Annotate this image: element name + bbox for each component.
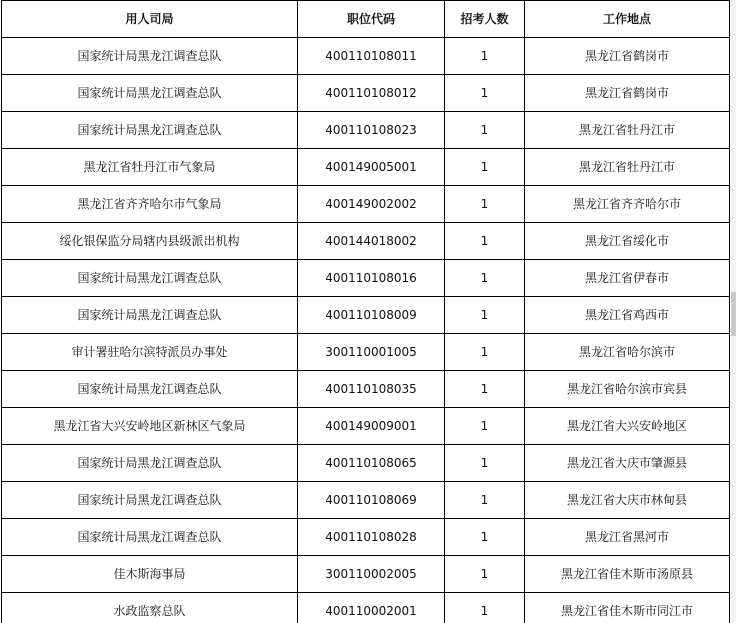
table-row — [2, 445, 730, 482]
positions-table — [1, 0, 730, 623]
cell-recruit-count: 1 — [445, 593, 525, 623]
cell-department: 国家统计局黑龙江调查总队 — [2, 445, 298, 482]
cell-recruit-count: 1 — [445, 260, 525, 297]
table-row — [2, 593, 730, 623]
cell-position-code: 400110108012 — [298, 75, 445, 112]
cell-position-code: 400149005001 — [298, 149, 445, 186]
cell-work-location: 黑龙江省大兴安岭地区 — [525, 408, 730, 445]
scrollbar-thumb[interactable] — [731, 292, 736, 336]
cell-position-code: 400110108035 — [298, 371, 445, 408]
header-position-code: 职位代码 — [298, 1, 445, 38]
cell-position-code: 400110002001 — [298, 593, 445, 623]
cell-department: 国家统计局黑龙江调查总队 — [2, 75, 298, 112]
header-recruit-count: 招考人数 — [445, 1, 525, 38]
cell-department: 黑龙江省牡丹江市气象局 — [2, 149, 298, 186]
cell-department: 国家统计局黑龙江调查总队 — [2, 482, 298, 519]
cell-work-location: 黑龙江省鹤岗市 — [525, 38, 730, 75]
cell-recruit-count: 1 — [445, 75, 525, 112]
table-row — [2, 519, 730, 556]
cell-work-location: 黑龙江省哈尔滨市宾县 — [525, 371, 730, 408]
cell-department: 黑龙江省大兴安岭地区新林区气象局 — [2, 408, 298, 445]
cell-department: 国家统计局黑龙江调查总队 — [2, 297, 298, 334]
table-row — [2, 482, 730, 519]
cell-recruit-count: 1 — [445, 149, 525, 186]
table-row — [2, 186, 730, 223]
cell-recruit-count: 1 — [445, 112, 525, 149]
cell-department: 水政监察总队 — [2, 593, 298, 623]
cell-work-location: 黑龙江省佳木斯市同江市 — [525, 593, 730, 623]
table-header-row — [2, 1, 730, 38]
table-row — [2, 556, 730, 593]
cell-department: 审计署驻哈尔滨特派员办事处 — [2, 334, 298, 371]
table-row — [2, 149, 730, 186]
table-row — [2, 297, 730, 334]
cell-position-code: 300110002005 — [298, 556, 445, 593]
cell-position-code: 400149002002 — [298, 186, 445, 223]
cell-work-location: 黑龙江省绥化市 — [525, 223, 730, 260]
cell-recruit-count: 1 — [445, 223, 525, 260]
cell-recruit-count: 1 — [445, 297, 525, 334]
table-row — [2, 371, 730, 408]
cell-work-location: 黑龙江省黑河市 — [525, 519, 730, 556]
cell-recruit-count: 1 — [445, 445, 525, 482]
cell-recruit-count: 1 — [445, 556, 525, 593]
cell-work-location: 黑龙江省大庆市林甸县 — [525, 482, 730, 519]
cell-recruit-count: 1 — [445, 519, 525, 556]
table-row — [2, 38, 730, 75]
cell-position-code: 400110108028 — [298, 519, 445, 556]
cell-work-location: 黑龙江省佳木斯市汤原县 — [525, 556, 730, 593]
cell-department: 佳木斯海事局 — [2, 556, 298, 593]
cell-work-location: 黑龙江省鸡西市 — [525, 297, 730, 334]
cell-position-code: 400110108009 — [298, 297, 445, 334]
cell-department: 绥化银保监分局辖内县级派出机构 — [2, 223, 298, 260]
table-row — [2, 408, 730, 445]
cell-recruit-count: 1 — [445, 186, 525, 223]
table-row — [2, 223, 730, 260]
cell-department: 国家统计局黑龙江调查总队 — [2, 519, 298, 556]
table-row — [2, 260, 730, 297]
cell-position-code: 400110108069 — [298, 482, 445, 519]
cell-recruit-count: 1 — [445, 334, 525, 371]
cell-department: 国家统计局黑龙江调查总队 — [2, 38, 298, 75]
cell-recruit-count: 1 — [445, 371, 525, 408]
cell-position-code: 300110001005 — [298, 334, 445, 371]
cell-work-location: 黑龙江省哈尔滨市 — [525, 334, 730, 371]
header-department: 用人司局 — [2, 1, 298, 38]
cell-position-code: 400149009001 — [298, 408, 445, 445]
table-row — [2, 75, 730, 112]
header-work-location: 工作地点 — [525, 1, 730, 38]
cell-department: 国家统计局黑龙江调查总队 — [2, 371, 298, 408]
cell-recruit-count: 1 — [445, 482, 525, 519]
cell-work-location: 黑龙江省伊春市 — [525, 260, 730, 297]
cell-recruit-count: 1 — [445, 408, 525, 445]
cell-work-location: 黑龙江省大庆市肇源县 — [525, 445, 730, 482]
cell-recruit-count: 1 — [445, 38, 525, 75]
cell-department: 黑龙江省齐齐哈尔市气象局 — [2, 186, 298, 223]
cell-position-code: 400110108011 — [298, 38, 445, 75]
cell-department: 国家统计局黑龙江调查总队 — [2, 260, 298, 297]
cell-work-location: 黑龙江省牡丹江市 — [525, 112, 730, 149]
cell-work-location: 黑龙江省牡丹江市 — [525, 149, 730, 186]
cell-position-code: 400110108016 — [298, 260, 445, 297]
cell-position-code: 400110108065 — [298, 445, 445, 482]
cell-department: 国家统计局黑龙江调查总队 — [2, 112, 298, 149]
cell-position-code: 400144018002 — [298, 223, 445, 260]
table-row — [2, 334, 730, 371]
cell-position-code: 400110108023 — [298, 112, 445, 149]
table-row — [2, 112, 730, 149]
cell-work-location: 黑龙江省齐齐哈尔市 — [525, 186, 730, 223]
cell-work-location: 黑龙江省鹤岗市 — [525, 75, 730, 112]
